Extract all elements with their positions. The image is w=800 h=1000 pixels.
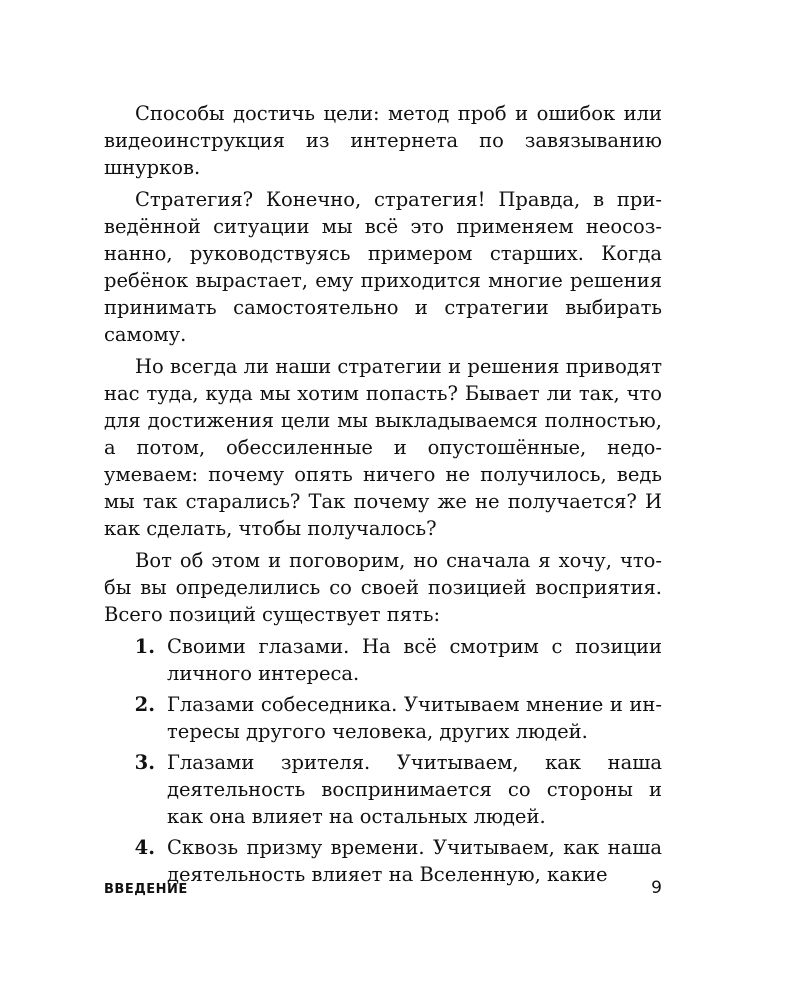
- page-number: 9: [651, 878, 662, 898]
- list-item-text: Своими глазами. На всё смотрим с позиции личного интереса.: [167, 635, 662, 685]
- paragraph-4: Вот об этом и поговорим, но сначала я хочу, чтобы вы определились со своей позицией восприятия. Всего позиций существует пять:: [104, 549, 662, 626]
- positions-list: [104, 633, 662, 888]
- list-item: [104, 633, 662, 687]
- list-item-number: 1.: [134, 635, 155, 658]
- list-item-number: 2.: [134, 693, 155, 716]
- paragraph-3: Но всегда ли наши стратегии и решения приводят нас туда, куда мы хотим попасть? Бывает ли так, что для достижения цели мы выкладываемся полностью, а потом, обессиленные и опустошённые, недоумеваем: почему опять ничего не получилось, ведь мы так старались? Так почему же не получается? И как сделать, чтобы получалось?: [104, 355, 662, 540]
- list-item-text: Сквозь призму времени. Учитываем, как наша деятельность влияет на Вселенную, какие: [167, 836, 662, 886]
- list-item: [104, 691, 662, 745]
- list-item-text: Глазами собеседника. Учитываем мнение и интересы другого человека, других людей.: [167, 693, 662, 743]
- paragraph-2: Стратегия? Конечно, стратегия! Правда, в приведённой ситуации мы всё это применяем неосознанно, руководствуясь примером старших. Когда ребёнок вырастает, ему приходится многие решения принимать самостоятельно и стратегии выбирать самому.: [104, 188, 662, 346]
- page-footer: [104, 878, 662, 898]
- list-item-number: 4.: [134, 836, 155, 859]
- running-head: ВВЕДЕНИЕ: [104, 882, 188, 897]
- list-item-number: 3.: [134, 751, 155, 774]
- body-text: [104, 100, 662, 888]
- paragraph-1: Способы достичь цели: метод проб и ошибок или видеоинструкция из интернета по завязыванию шнурков.: [104, 102, 662, 179]
- list-item-text: Глазами зрителя. Учитываем, как наша деятельность воспринимается со стороны и как она влияет на остальных людей.: [167, 751, 662, 828]
- list-item: [104, 749, 662, 830]
